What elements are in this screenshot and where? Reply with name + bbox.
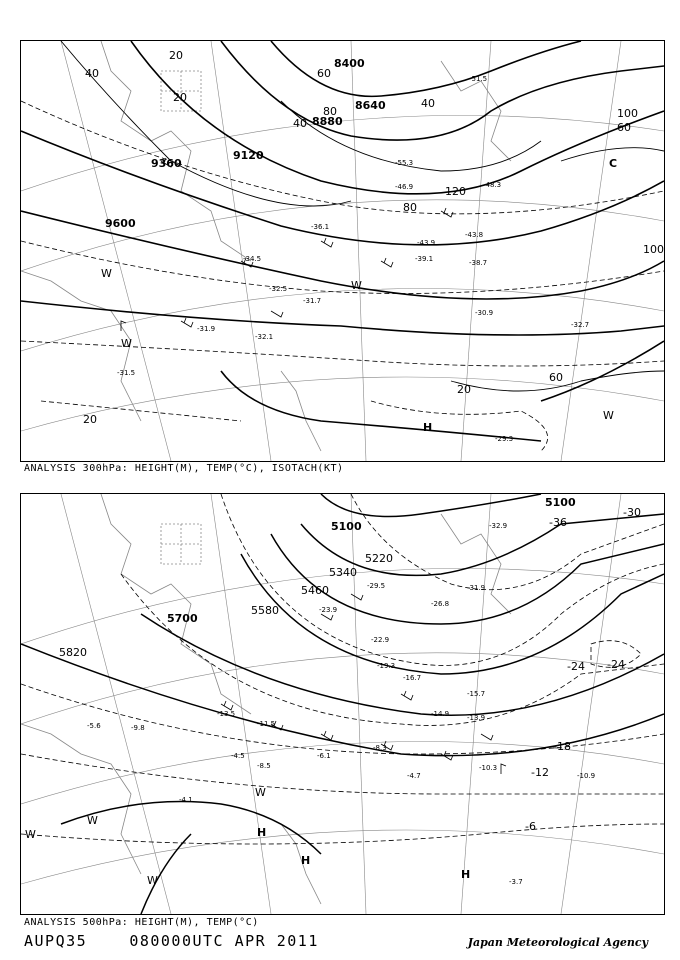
height-label: 5220 [365,552,393,565]
coastlines [21,494,511,904]
height-label: 5580 [251,604,279,617]
chart-identifier [24,932,319,950]
valid-time: 080000UTC APR 2011 [129,932,319,950]
temp-label: -31.9 [467,584,486,592]
height-contours [21,41,664,441]
temp-label: -8.3 [373,744,387,752]
height-contours [21,494,664,914]
wind-markers [25,786,266,887]
isotherm-label: -24 [607,658,625,671]
isotach-label: 80 [323,105,337,118]
height-label: 5340 [329,566,357,579]
high-pressure-center: H [257,826,267,839]
temp-label: -4.5 [231,752,245,760]
isotach-label: 40 [85,67,99,80]
temp-label: -13.5 [217,710,236,718]
temp-label: -43.8 [465,231,484,239]
temp-label: -16.7 [403,674,422,682]
chart-id: AUPQ35 [24,932,88,950]
temp-label: -55.3 [395,159,414,167]
height-label: 8640 [355,99,386,112]
temp-label: -32.9 [489,522,508,530]
lat-lon-grid [21,494,664,914]
coastlines [21,41,514,451]
temp-label: -32.5 [269,285,288,293]
temp-label: -5.6 [87,722,101,730]
temp-label: -26.8 [431,600,450,608]
isotach-label: 40 [421,97,435,110]
temp-label: -32.7 [571,321,590,329]
temp-label: -14.9 [431,710,450,718]
temp-label: -4.1 [179,796,193,804]
wind-marker: W [147,874,158,887]
map-500hpa-svg [21,494,664,914]
isotherm-label: -30 [623,506,641,519]
cold-center: C [609,157,618,170]
wind-markers [101,267,614,422]
wind-marker: W [603,409,614,422]
isotherm-label: -36 [549,516,567,529]
temp-label: -29.5 [367,582,386,590]
temp-label: -39.1 [415,255,434,263]
temp-label: -13.9 [467,714,486,722]
isotach-label: 80 [403,201,417,214]
height-label: 5100 [545,496,576,509]
temp-label: -23.9 [319,606,338,614]
temp-label: -4.7 [407,772,421,780]
isotherm-label: -18 [553,740,571,753]
lat-lon-grid [21,41,664,461]
temp-label: -46.9 [395,183,414,191]
isotach-label: 100 [617,107,638,120]
wind-marker: W [255,786,266,799]
isotach-label: 60 [317,67,331,80]
temp-label: -30.9 [475,309,494,317]
temperature-labels [117,75,589,443]
isotach-label: 120 [445,185,466,198]
caption-300hpa: ANALYSIS 300hPa: HEIGHT(M), TEMP(°C), ISOTACH(KT) [24,463,344,474]
temp-label: -31.9 [197,325,216,333]
pressure-centers [423,157,617,434]
temp-label: -10.9 [577,772,596,780]
high-pressure-center: H [301,854,311,867]
temp-label: -6.1 [317,752,331,760]
temp-label: -31.7 [303,297,322,305]
isotach-contours [61,41,664,391]
temp-label: -22.9 [371,636,390,644]
isotherm-contours [21,101,664,451]
height-labels [59,496,576,659]
height-label: 9120 [233,149,264,162]
height-label: 9600 [105,217,136,230]
height-label: 9360 [151,157,182,170]
map-300hpa-svg [21,41,664,461]
height-label: 5820 [59,646,87,659]
temp-label: -8.5 [257,762,271,770]
isotach-label: 40 [293,117,307,130]
height-label: 8400 [334,57,365,70]
height-label: 8880 [312,115,343,128]
temp-label: -29.3 [495,435,514,443]
temp-label: -9.8 [131,724,145,732]
height-label: 5700 [167,612,198,625]
temp-label: -32.1 [255,333,274,341]
temp-label: -11.5 [257,720,276,728]
wind-marker: W [25,828,36,841]
isotach-label: 20 [83,413,97,426]
high-pressure-center: H [423,421,433,434]
height-label: 5460 [301,584,329,597]
map-300hpa [20,40,665,462]
wind-marker: W [351,279,362,292]
map-500hpa [20,493,665,915]
isotherm-label: -12 [531,766,549,779]
agency-name: Japan Meteorological Agency [467,936,648,949]
isotach-label: 100 [643,243,664,256]
isotach-label: 20 [457,383,471,396]
temp-label: -43.9 [417,239,436,247]
temp-label: -38.7 [469,259,488,267]
wind-marker: W [101,267,112,280]
isotherm-label: -24 [567,660,585,673]
wind-marker: W [121,337,132,350]
temp-label: -10.3 [479,764,498,772]
isotach-label: 20 [173,91,187,104]
isotherm-label: -6 [525,820,536,833]
temp-label: -34.5 [243,255,262,263]
isotach-label: 60 [549,371,563,384]
temp-label: -15.7 [467,690,486,698]
temp-label: -19.3 [377,662,396,670]
temp-label: -36.1 [311,223,330,231]
height-labels [105,57,386,230]
temp-label: -31.5 [117,369,136,377]
isotach-label: 60 [617,121,631,134]
caption-500hpa: ANALYSIS 500hPa: HEIGHT(M), TEMP(°C) [24,917,259,928]
temp-label: -48.3 [483,181,502,189]
isotherm-labels [525,506,641,833]
wind-marker: W [87,814,98,827]
isotach-label: 20 [169,49,183,62]
temp-label: -3.7 [509,878,523,886]
height-label: 5100 [331,520,362,533]
high-pressure-center: H [461,868,471,881]
temp-label: -51.5 [469,75,488,83]
